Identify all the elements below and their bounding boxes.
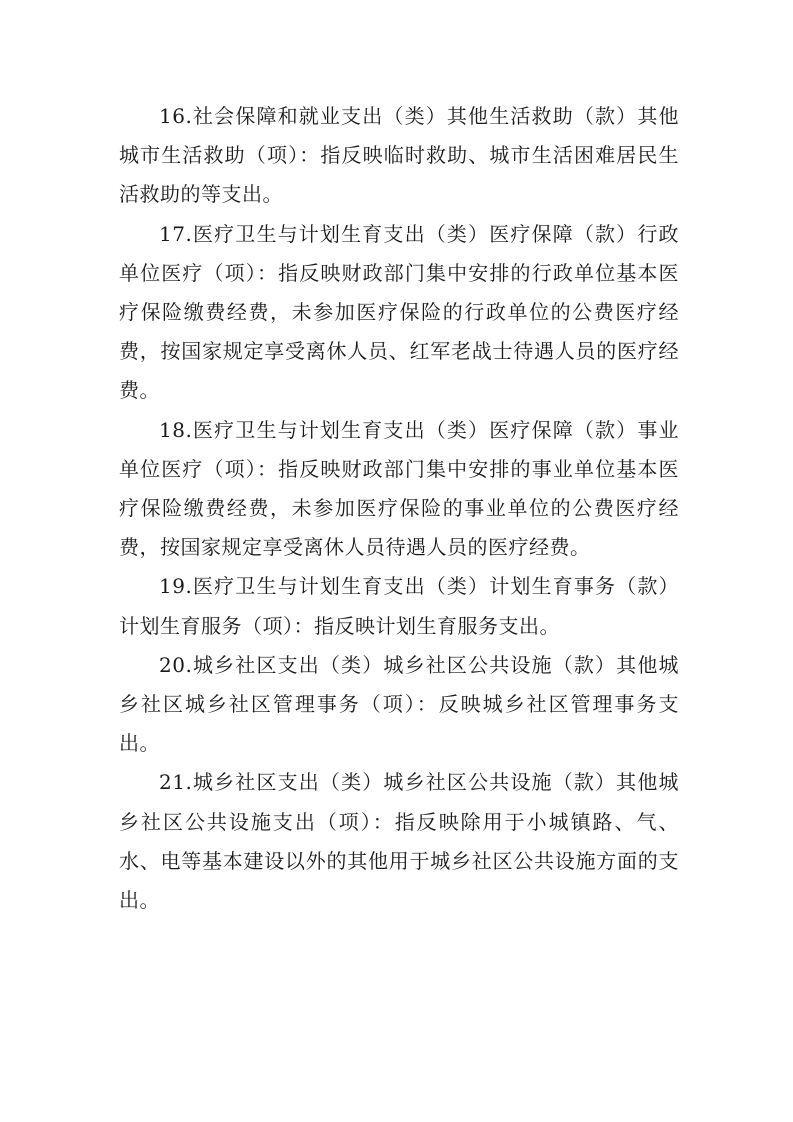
paragraph-18: 18.医疗卫生与计划生育支出（类）医疗保障（款）事业单位医疗（项）：指反映财政部门集中安排的事业单位基本医疗保险缴费经费，未参加医疗保险的事业单位的公费医疗经费，按国家规定享受离休人员待遇人员的医疗经费。 — [119, 417, 679, 560]
paragraph-21: 21.城乡社区支出（类）城乡社区公共设施（款）其他城乡社区公共设施支出（项）：指反映除用于小城镇路、气、水、电等基本建设以外的其他用于城乡社区公共设施方面的支出。 — [119, 770, 679, 913]
paragraph-20: 20.城乡社区支出（类）城乡社区公共设施（款）其他城乡社区城乡社区管理事务（项）：反映城乡社区管理事务支出。 — [119, 652, 679, 756]
document-body — [119, 97, 679, 920]
paragraph-19: 19.医疗卫生与计划生育支出（类）计划生育事务（款）计划生育服务（项）：指反映计划生育服务支出。 — [119, 574, 679, 638]
paragraph-17: 17.医疗卫生与计划生育支出（类）医疗保障（款）行政单位医疗（项）：指反映财政部门集中安排的行政单位基本医疗保险缴费经费，未参加医疗保险的行政单位的公费医疗经费，按国家规定享受离休人员、红军老战士待遇人员的医疗经费。 — [119, 221, 679, 403]
paragraph-16: 16.社会保障和就业支出（类）其他生活救助（款）其他城市生活救助（项）：指反映临时救助、城市生活困难居民生活救助的等支出。 — [119, 104, 679, 207]
